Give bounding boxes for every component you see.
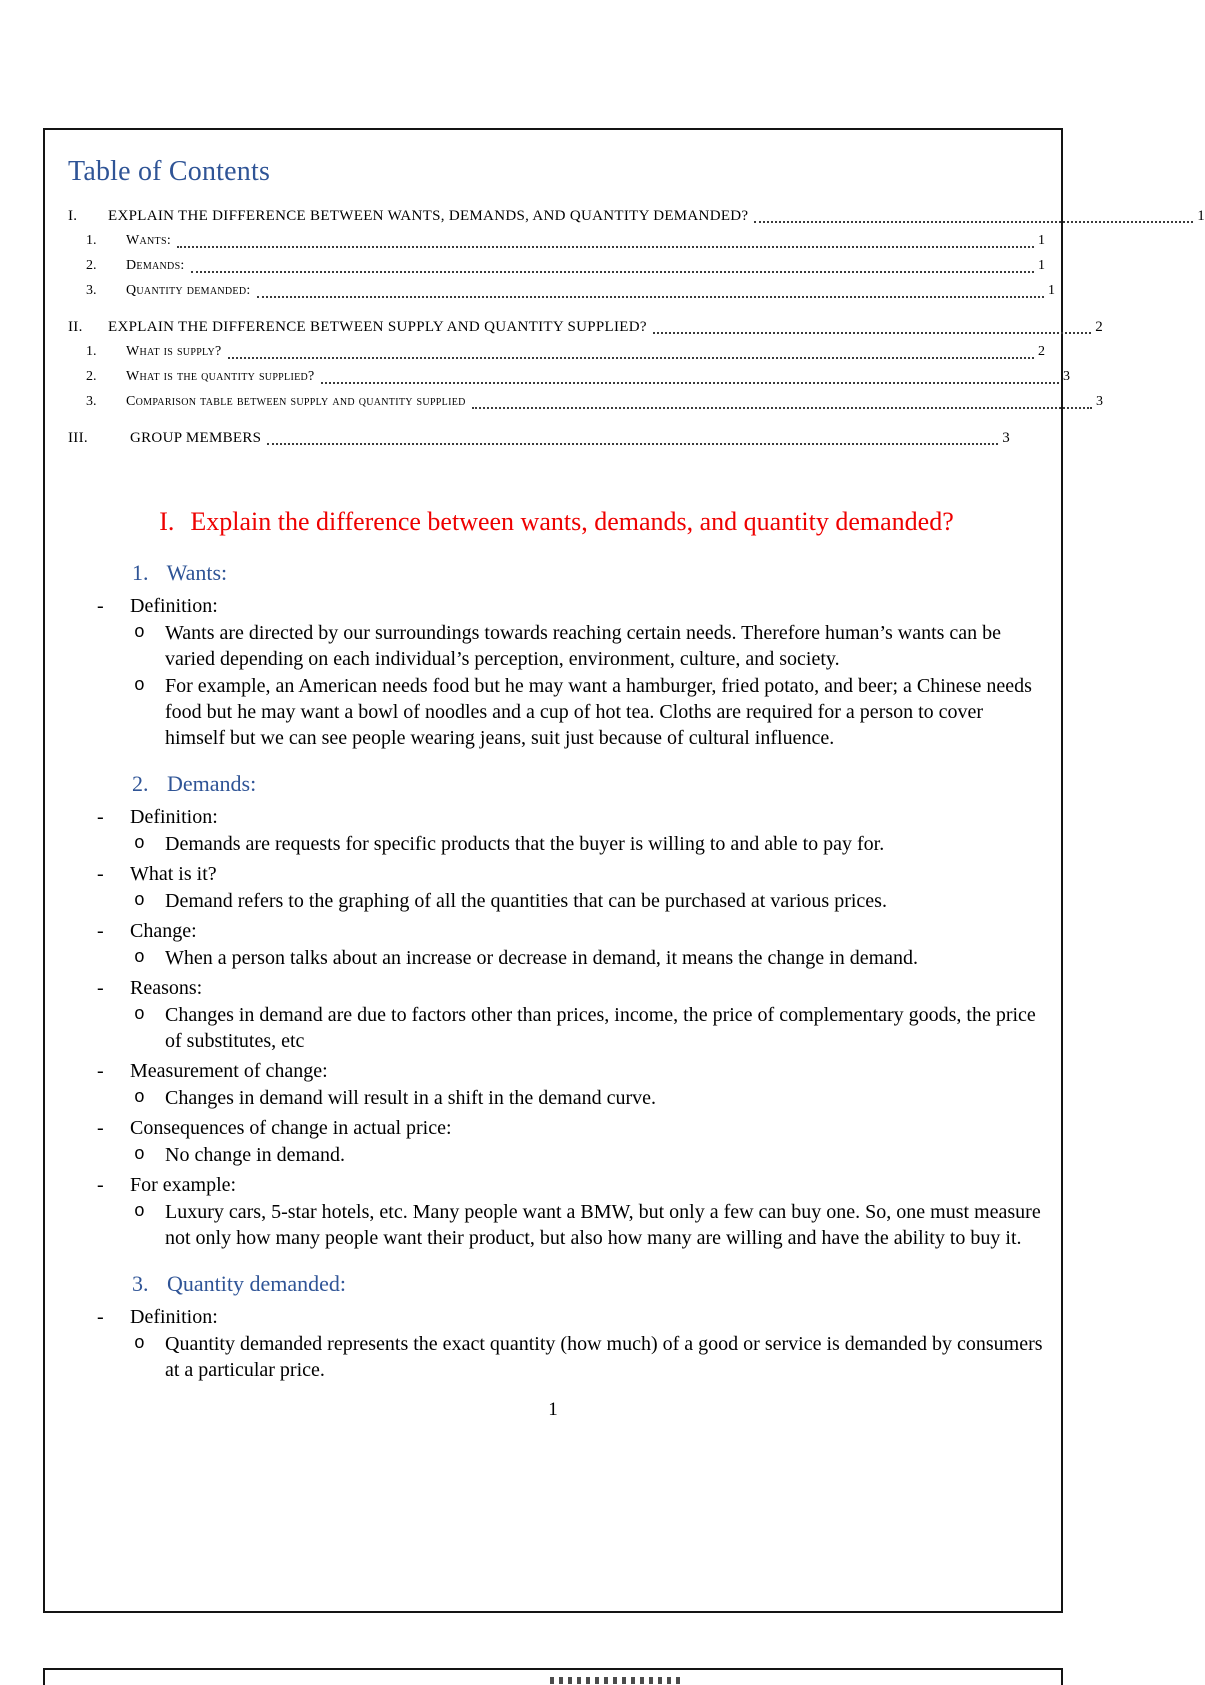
list-item-dash xyxy=(68,861,1045,887)
dash-bullet: - xyxy=(97,1174,104,1196)
o-bullet: o xyxy=(134,1202,145,1222)
o-bullet: o xyxy=(134,1005,145,1025)
list-item-text: Quantity demanded represents the exact quantity (how much) of a good or service is demanded by consumers at a particular price. xyxy=(165,1333,1043,1381)
toc-entry[interactable] xyxy=(68,426,1010,450)
list-item-circle xyxy=(68,831,1045,857)
toc-entry-number: 2. xyxy=(86,258,97,273)
list-item-text: When a person talks about an increase or decrease in demand, it means the change in demand. xyxy=(165,947,919,969)
toc-entry-page: 2 xyxy=(1038,344,1045,359)
list-item-dash xyxy=(68,975,1045,1001)
document-section xyxy=(68,504,1045,1383)
subsection-number: 3. xyxy=(132,1271,149,1296)
list-item-text: For example: xyxy=(130,1174,237,1196)
toc-title: Table of Contents xyxy=(68,156,271,187)
clipped-text-sliver xyxy=(550,1677,682,1684)
list-item-text: Measurement of change: xyxy=(130,1060,328,1082)
toc-leader-dots xyxy=(177,246,1034,248)
list-item-circle xyxy=(68,1142,1045,1168)
o-bullet: o xyxy=(134,1088,145,1108)
table-of-contents xyxy=(68,204,1205,450)
dash-bullet: - xyxy=(97,1060,104,1082)
list-item-text: Luxury cars, 5-star hotels, etc. Many people want a BMW, but only a few can buy one. So, one must measure not only how many people want their product, but also how many are willing and have the ability to buy it. xyxy=(165,1201,1041,1249)
list-item-text: Definition: xyxy=(130,1306,218,1328)
list-item-dash xyxy=(68,593,1045,619)
toc-entry-number: 3. xyxy=(86,283,97,298)
toc-leader-dots xyxy=(267,443,998,445)
toc-entry-number: 1. xyxy=(86,233,97,248)
next-page-top-edge xyxy=(43,1668,1063,1685)
list-item-text: Demands are requests for specific products that the buyer is willing to and able to pay for. xyxy=(165,833,885,855)
toc-entry-page: 3 xyxy=(1096,394,1103,409)
subsection-items xyxy=(68,1304,1045,1383)
toc-entry-number: I. xyxy=(68,208,78,224)
list-item-text: No change in demand. xyxy=(165,1144,345,1166)
toc-leader-dots xyxy=(472,407,1092,409)
toc-leader-dots xyxy=(653,332,1091,334)
list-item-circle xyxy=(68,945,1045,971)
list-item-circle xyxy=(68,888,1045,914)
o-bullet: o xyxy=(134,948,145,968)
o-bullet: o xyxy=(134,623,145,643)
list-item-text: Consequences of change in actual price: xyxy=(130,1117,452,1139)
toc-entry-number: 3. xyxy=(86,394,97,409)
toc-entry-label: What is the quantity supplied? xyxy=(126,369,315,384)
list-item-text: Definition: xyxy=(130,595,218,617)
dash-bullet: - xyxy=(97,977,104,999)
toc-entry[interactable] xyxy=(68,365,1070,389)
toc-entry[interactable] xyxy=(68,204,1205,228)
o-bullet: o xyxy=(134,1334,145,1354)
toc-leader-dots xyxy=(191,271,1034,273)
subsection-title: Demands: xyxy=(167,771,257,796)
list-item-dash xyxy=(68,1115,1045,1141)
toc-entry-label: Wants: xyxy=(126,233,172,248)
dash-bullet: - xyxy=(97,920,104,942)
toc-entry-label: Demands: xyxy=(126,258,185,273)
section-body xyxy=(68,558,1045,1383)
list-item-circle xyxy=(68,673,1045,751)
document-page xyxy=(43,128,1205,1613)
list-item-text: For example, an American needs food but he may want a hamburger, fried potato, and beer; a Chinese needs food but he may want a bowl of noodles and a cup of hot tea. Cloths are required for a person to cover himself but we can see people wearing jeans, suit just because of cultural influence. xyxy=(165,675,1032,749)
section-number: I. xyxy=(159,507,175,536)
toc-entry-page: 1 xyxy=(1038,258,1045,273)
toc-entry[interactable] xyxy=(68,254,1045,278)
dash-bullet: - xyxy=(97,1117,104,1139)
list-item-circle xyxy=(68,620,1045,672)
toc-entry-page: 1 xyxy=(1048,283,1055,298)
subsection-heading xyxy=(132,558,1045,588)
toc-leader-dots xyxy=(754,221,1193,223)
toc-entry-page: 3 xyxy=(1063,369,1070,384)
list-item-dash xyxy=(68,804,1045,830)
list-item-circle xyxy=(68,1331,1045,1383)
toc-entry-page: 3 xyxy=(1002,430,1010,446)
toc-entry-label: EXPLAIN THE DIFFERENCE BETWEEN WANTS, DEMANDS, AND QUANTITY DEMANDED? xyxy=(108,208,749,224)
list-item-text: Changes in demand will result in a shift in the demand curve. xyxy=(165,1087,656,1109)
toc-leader-dots xyxy=(257,296,1044,298)
toc-entry-page: 2 xyxy=(1095,319,1103,335)
list-item-circle xyxy=(68,1002,1045,1054)
dash-bullet: - xyxy=(97,806,104,828)
toc-entry-number: II. xyxy=(68,319,83,335)
toc-entry-label: What is supply? xyxy=(126,344,222,359)
list-item-dash xyxy=(68,1172,1045,1198)
toc-entry[interactable] xyxy=(68,229,1045,253)
toc-entry-label: Comparison table between supply and quantity supplied xyxy=(126,394,466,409)
list-item-dash xyxy=(68,918,1045,944)
list-item-text: Reasons: xyxy=(130,977,203,999)
o-bullet: o xyxy=(134,834,145,854)
document-subsection xyxy=(68,1269,1045,1383)
list-item-text: Demand refers to the graphing of all the quantities that can be purchased at various prices. xyxy=(165,890,887,912)
dash-bullet: - xyxy=(97,595,104,617)
toc-entry[interactable] xyxy=(68,315,1103,339)
toc-entry-number: 2. xyxy=(86,369,97,384)
dash-bullet: - xyxy=(97,1306,104,1328)
subsection-title: Quantity demanded: xyxy=(167,1271,347,1296)
toc-entry[interactable] xyxy=(68,340,1045,364)
document-content xyxy=(68,504,1045,1383)
toc-entry-number: 1. xyxy=(86,344,97,359)
toc-entry-label: GROUP MEMBERS xyxy=(130,430,262,446)
toc-entry-label: Quantity demanded: xyxy=(126,283,251,298)
list-item-text: Change: xyxy=(130,920,197,942)
section-heading xyxy=(68,504,1045,540)
o-bullet: o xyxy=(134,1145,145,1165)
toc-entry-label: EXPLAIN THE DIFFERENCE BETWEEN SUPPLY AND QUANTITY SUPPLIED? xyxy=(108,319,647,335)
dash-bullet: - xyxy=(97,863,104,885)
document-subsection xyxy=(68,558,1045,751)
subsection-heading xyxy=(132,769,1045,799)
toc-entry-page: 1 xyxy=(1038,233,1045,248)
list-item-dash xyxy=(68,1304,1045,1330)
list-item-text: Wants are directed by our surroundings towards reaching certain needs. Therefore human’s wants can be varied depending on each individual’s perception, environment, culture, and society. xyxy=(165,622,1002,670)
list-item-circle xyxy=(68,1085,1045,1111)
list-item-text: Changes in demand are due to factors other than prices, income, the price of complementary goods, the price of substitutes, etc xyxy=(165,1004,1036,1052)
section-title: Explain the difference between wants, demands, and quantity demanded? xyxy=(190,507,954,536)
o-bullet: o xyxy=(134,676,145,696)
subsection-number: 2. xyxy=(132,771,149,796)
list-item-circle xyxy=(68,1199,1045,1251)
subsection-number: 1. xyxy=(132,560,149,585)
subsection-items xyxy=(68,593,1045,751)
toc-leader-dots xyxy=(321,382,1059,384)
toc-entry-page: 1 xyxy=(1197,208,1205,224)
list-item-text: Definition: xyxy=(130,806,218,828)
toc-entry[interactable] xyxy=(68,390,1103,414)
o-bullet: o xyxy=(134,891,145,911)
document-subsection xyxy=(68,769,1045,1251)
toc-entry-number: III. xyxy=(68,430,88,446)
toc-leader-dots xyxy=(228,357,1035,359)
page-number: 1 xyxy=(548,1399,558,1420)
subsection-title: Wants: xyxy=(166,560,228,585)
subsection-heading xyxy=(132,1269,1045,1299)
list-item-text: What is it? xyxy=(130,863,217,885)
list-item-dash xyxy=(68,1058,1045,1084)
toc-entry[interactable] xyxy=(68,279,1055,303)
subsection-items xyxy=(68,804,1045,1251)
